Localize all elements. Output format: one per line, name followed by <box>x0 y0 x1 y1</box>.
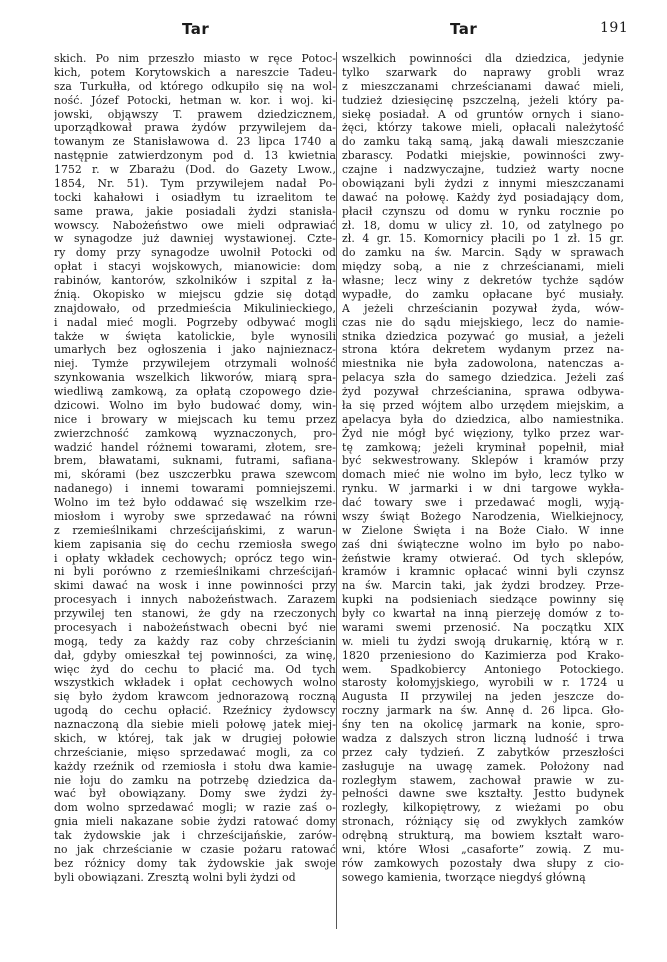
text-line: umarłych bez ogłoszenia i jako najnieznacz- <box>54 343 336 357</box>
text-line: każdy rzeźnik od rzemiosła i stołu dwa kamie- <box>54 759 336 773</box>
text-line: tak żydowskie jak i chrześcijańskie, zarów- <box>54 829 336 842</box>
text-line: z rzemieślnikami chrześcijańskimi, z warun- <box>54 523 336 537</box>
text-line: więc żyd do cechu to płacić ma. Od tych <box>54 662 336 676</box>
text-line: wem. Spadkobiercy Antoniego Potockiego. <box>342 662 624 676</box>
text-line: skich. Po nim przeszło miasto w ręce Potoc- <box>54 52 336 65</box>
text-line: do zamku na św. Marcin. Sądy w sprawach <box>342 246 624 260</box>
text-line: same prawa, jakie posiadali żydzi stanisła- <box>54 204 336 218</box>
text-line: między sobą, a nie z chrześcianami, mieli <box>342 260 624 274</box>
text-line: wowscy. Nabożeństwo owe mieli odprawiać <box>54 218 336 232</box>
text-line: wszy świąt Bożego Narodzenia, Wielkiejnocy, <box>342 509 624 523</box>
text-line: roczny jarmark na św. Annę d. 26 lipca. Gło- <box>342 704 624 718</box>
left-column <box>54 52 336 885</box>
text-line: na św. Marcin taki, jak żydzi brodzey. Prze- <box>342 579 624 593</box>
right-column <box>342 52 624 885</box>
text-line: opłat i stacyi wojskowych, mianowicie: dom <box>54 260 336 274</box>
text-line: odrębną strukturą, ma bowiem kształt waro- <box>342 829 624 842</box>
text-line: być sekwestrowany. Sklepów i kramów przy <box>342 454 624 468</box>
text-line: dom wolno sprzedawać mogli; w razie zaś o- <box>54 801 336 815</box>
text-line: tylko szarwark do naprawy grobli wraz <box>342 65 624 79</box>
text-line: własne; lecz winy z dekretów tychże sądów <box>342 274 624 287</box>
text-line: wadza z dalszych stron liczną ludność i trwa <box>342 731 624 745</box>
text-line: mogą, tedy za każdy raz coby chrześcianin <box>54 634 336 648</box>
text-line: ni byli porówno z rzemieślnikami chrześcijań- <box>54 565 336 579</box>
text-line: w Zielone Święta i na Boże Ciało. W inne <box>342 523 624 537</box>
text-line: sowego kamienia, tworzące niegdyś główną <box>342 870 586 884</box>
text-line: żyd pozywał chrześcianina, sprawa odbywa- <box>342 385 624 398</box>
text-line: wiedliwą zamkową, za opłatą czopowego dzie- <box>54 385 336 398</box>
text-line: miosłom i wyroby swe sprzedawać na równi <box>54 509 336 523</box>
text-line: no jak chrześcianie w czasie pożaru ratować <box>54 842 336 856</box>
text-line: także w święta katolickie, byle wynosili <box>54 329 336 343</box>
header-right-title: Tar <box>450 20 478 38</box>
text-line: śny ten na okolicę jarmark na konie, spro- <box>342 718 624 731</box>
text-line: rynku. W jarmarki i w dni targowe wykła- <box>342 482 624 496</box>
text-line: zasługuje na uwagę zamek. Położony nad <box>342 759 624 773</box>
text-line: nie łoju do zamku na potrzebę dziedzica da- <box>54 773 336 787</box>
text-line: źnią. Okopisko w miejscu gdzie się dotąd <box>54 287 336 301</box>
text-line: przywilej ten stanowi, że gdy na rzeczonych <box>54 607 336 620</box>
text-line: dał, gdyby omieszkał tej powinności, za winę, <box>54 648 336 662</box>
text-line: płacił czynszu od domu w rynku rocznie po <box>342 204 624 218</box>
header-left-title: Tar <box>182 20 210 38</box>
text-line: zwierzchność zamkową wyznaczonych, pro- <box>54 426 336 440</box>
text-line: następnie zatwierdzonym pod d. 13 kwietnia <box>54 149 336 163</box>
text-line: warami swemi przenosić. Na początku XIX <box>342 620 624 634</box>
text-line: kich, potem Korytowskich a nareszcie Tadeu- <box>54 65 336 79</box>
text-line: bez różnicy domy tak żydowskie jak swoje <box>54 856 336 870</box>
text-line: nadanego) i innemi towarami pomniejszemi. <box>54 482 336 496</box>
text-line: się było żydom krawcom jednorazową roczną <box>54 690 336 704</box>
text-line: skich, w której, tak jak w drugiej połowie <box>54 731 336 745</box>
text-line: sza Turkułła, od którego odkupiło się na wol- <box>54 79 336 93</box>
text-line: pełności dawne swe kształty. Jestto budynek <box>342 787 624 801</box>
text-line: obowiązani byli żydzi z innymi mieszczanami <box>342 176 624 190</box>
text-line: czajne i nadzwyczajne, tudzież warty nocne <box>342 163 624 176</box>
text-line: kiem zapisania się do cechu rzemiosła swego <box>54 537 336 551</box>
text-line: żęci, którzy takowe mieli, opłacali należytość <box>342 121 624 135</box>
text-line: gnia mieli nakazane sobie żydzi ratować domy <box>54 815 336 829</box>
text-line: starosty kołomyjskiego, wyrobili w r. 1724 u <box>342 676 624 690</box>
text-line: ność. Józef Potocki, hetman w. kor. i woj. ki- <box>54 93 336 107</box>
text-line: naznaczoną dla siebie mieli połowę jatek miej- <box>54 718 336 731</box>
text-line: ła się przed wójtem albo urzędem miejskim, a <box>342 398 624 412</box>
text-line: kupki na podsieniach siedzące powinny się <box>342 593 624 607</box>
text-line: rów zamkowych pozostały dwa słupy z cio- <box>342 856 624 870</box>
text-line: niej. Tymże przywilejem otrzymali wolność <box>54 357 336 371</box>
text-line: tę zamkową; jeżeli kryminał popełnił, miał <box>342 440 624 454</box>
text-line: stnika dziedzica pozywać go musiał, a jeżeli <box>342 329 624 343</box>
text-line: Wolno im też było oddawać się wszelkim rze- <box>54 496 336 509</box>
running-header <box>0 20 667 42</box>
text-line: w synagodze już dawniej wystawionej. Czte- <box>54 232 336 246</box>
text-line: do zamku taką samą, jaką dawali mieszczanie <box>342 135 624 149</box>
text-line: A jeżeli chrześcianin pozywał żyda, wów- <box>342 301 624 315</box>
text-line: znajdowało, od przedmieścia Mikulinieckiego, <box>54 301 336 315</box>
text-line: miestnika nie była zadowolona, natenczas a- <box>342 357 624 371</box>
text-line: strona która dekretem wydanym przez na- <box>342 343 624 357</box>
text-line: zaś dni świąteczne wolno im było po nabo- <box>342 537 624 551</box>
text-line: i nadal mieć mogli. Pogrzeby odbywać mogli <box>54 315 336 329</box>
text-line: skimi dawać na wosk i inne powinności przy <box>54 579 336 593</box>
text-line: żeństwie kramy otwierać. Od tych sklepów, <box>342 551 624 565</box>
text-line: rozległy, kilkopiętrowy, z wieżami po obu <box>342 801 624 815</box>
text-line: uporządkował prawa żydów przywilejem da- <box>54 121 336 135</box>
text-line: 1854, Nr. 51). Tym przywilejem nadał Po- <box>54 176 336 190</box>
text-line: rozległym stawem, zachował prawie w zu- <box>342 773 624 787</box>
text-line: były co kwartał na inną pierzeję domów z to- <box>342 607 624 620</box>
page-number: 191 <box>600 20 629 36</box>
text-line: zł. 18, domu w ulicy zł. 10, od zatylnego po <box>342 218 624 232</box>
text-line: procesyach i nabożeństwach obecni być nie <box>54 620 336 634</box>
text-line: kramów i kramnic opłacać winni byli czynsz <box>342 565 624 579</box>
text-line: ry domy przy synagodze uwolnił Potocki od <box>54 246 336 260</box>
text-line: jowski, objąwszy T. prawem dziedzicznem, <box>54 107 336 121</box>
text-line: byli obowiązani. Zresztą wolni byli żydzi od <box>54 870 296 884</box>
text-line: przez cały tydzień. Z zabytków przeszłości <box>342 745 624 759</box>
text-line: wadzić handel różnemi towarami, złotem, sre- <box>54 440 336 454</box>
text-line: procesyach i innych nabożeństwach. Zarazem <box>54 593 336 607</box>
text-line: wać był obowiązany. Domy swe żydzi ży- <box>54 787 336 801</box>
text-line: brem, bławatami, suknami, futrami, safiana- <box>54 454 336 468</box>
text-line: wni, które Włosi „casaforte” zowią. Z mu- <box>342 842 624 856</box>
text-line: wszelkich powinności dla dziedzica, jedynie <box>342 52 624 65</box>
text-line: stronach, różniący się od zwykłych zamków <box>342 815 624 829</box>
text-line: dzicowi. Wolno im było budować domy, win- <box>54 398 336 412</box>
column-divider <box>336 52 337 929</box>
text-line: siekę posiadał. A od gruntów ornych i siano- <box>342 107 624 121</box>
text-line: 1752 r. w Zbarażu (Dod. do Gazety Lwow., <box>54 163 336 176</box>
text-line: apelacya była do dziedzica, albo namiestnika. <box>342 412 624 426</box>
text-line: zbarascy. Podatki miejskie, powinności zwy- <box>342 149 624 163</box>
text-line: chrześcianie, mięso sprzedawać mogli, za co <box>54 745 336 759</box>
text-line: 1820 przeniesiono do Kazimierza pod Krako- <box>342 648 624 662</box>
text-line: domach mieć nie wolno im było, lecz tylko w <box>342 468 624 482</box>
text-line: i opłaty wkładek cechowych; oprócz tego win- <box>54 551 336 565</box>
text-line: tudzież dziesięcinę pszczelną, jeżeli który pa- <box>342 93 624 107</box>
text-line: wszystkich wkładek i opłat cechowych wolno <box>54 676 336 690</box>
text-line: tocki kahałowi i osiadłym tu izraelitom te <box>54 190 336 204</box>
text-line: zł. 4 gr. 15. Komornicy płacili po 1 zł. 15 gr. <box>342 232 624 246</box>
text-line: z mieszczanami chrześcianami dawać mieli, <box>342 79 624 93</box>
text-line: wypadłe, do zamku opłacane być musiały. <box>342 287 624 301</box>
text-line: dawać na połowę. Każdy żyd posiadający dom, <box>342 190 624 204</box>
text-line: szynkowania wszelkich likworów, miarą spra- <box>54 371 336 385</box>
text-line: czas nie do sądu miejskiego, lecz do namie- <box>342 315 624 329</box>
text-line: Żyd nie mógł być więziony, tylko przez war- <box>342 426 624 440</box>
text-line: dać towary swe i przedawać mogli, wyją- <box>342 496 624 509</box>
text-line: nice i browary w miejscach ku temu przez <box>54 412 336 426</box>
text-line: ugodą do cechu opłacić. Rzeźnicy żydowscy <box>54 704 336 718</box>
text-line: towanym ze Stanisławowa d. 23 lipca 1740 a <box>54 135 336 149</box>
text-line: w. mieli tu żydzi swoją drukarnię, którą w r. <box>342 634 624 648</box>
text-line: mi, skórami (bez uszczerbku prawa szewcom <box>54 468 336 482</box>
text-line: Augusta II przywilej na jeden jeszcze do- <box>342 690 624 704</box>
text-line: rabinów, kantorów, szkolników i szpital z ła- <box>54 274 336 287</box>
text-line: pelacya szła do samego dziedzica. Jeżeli zaś <box>342 371 624 385</box>
